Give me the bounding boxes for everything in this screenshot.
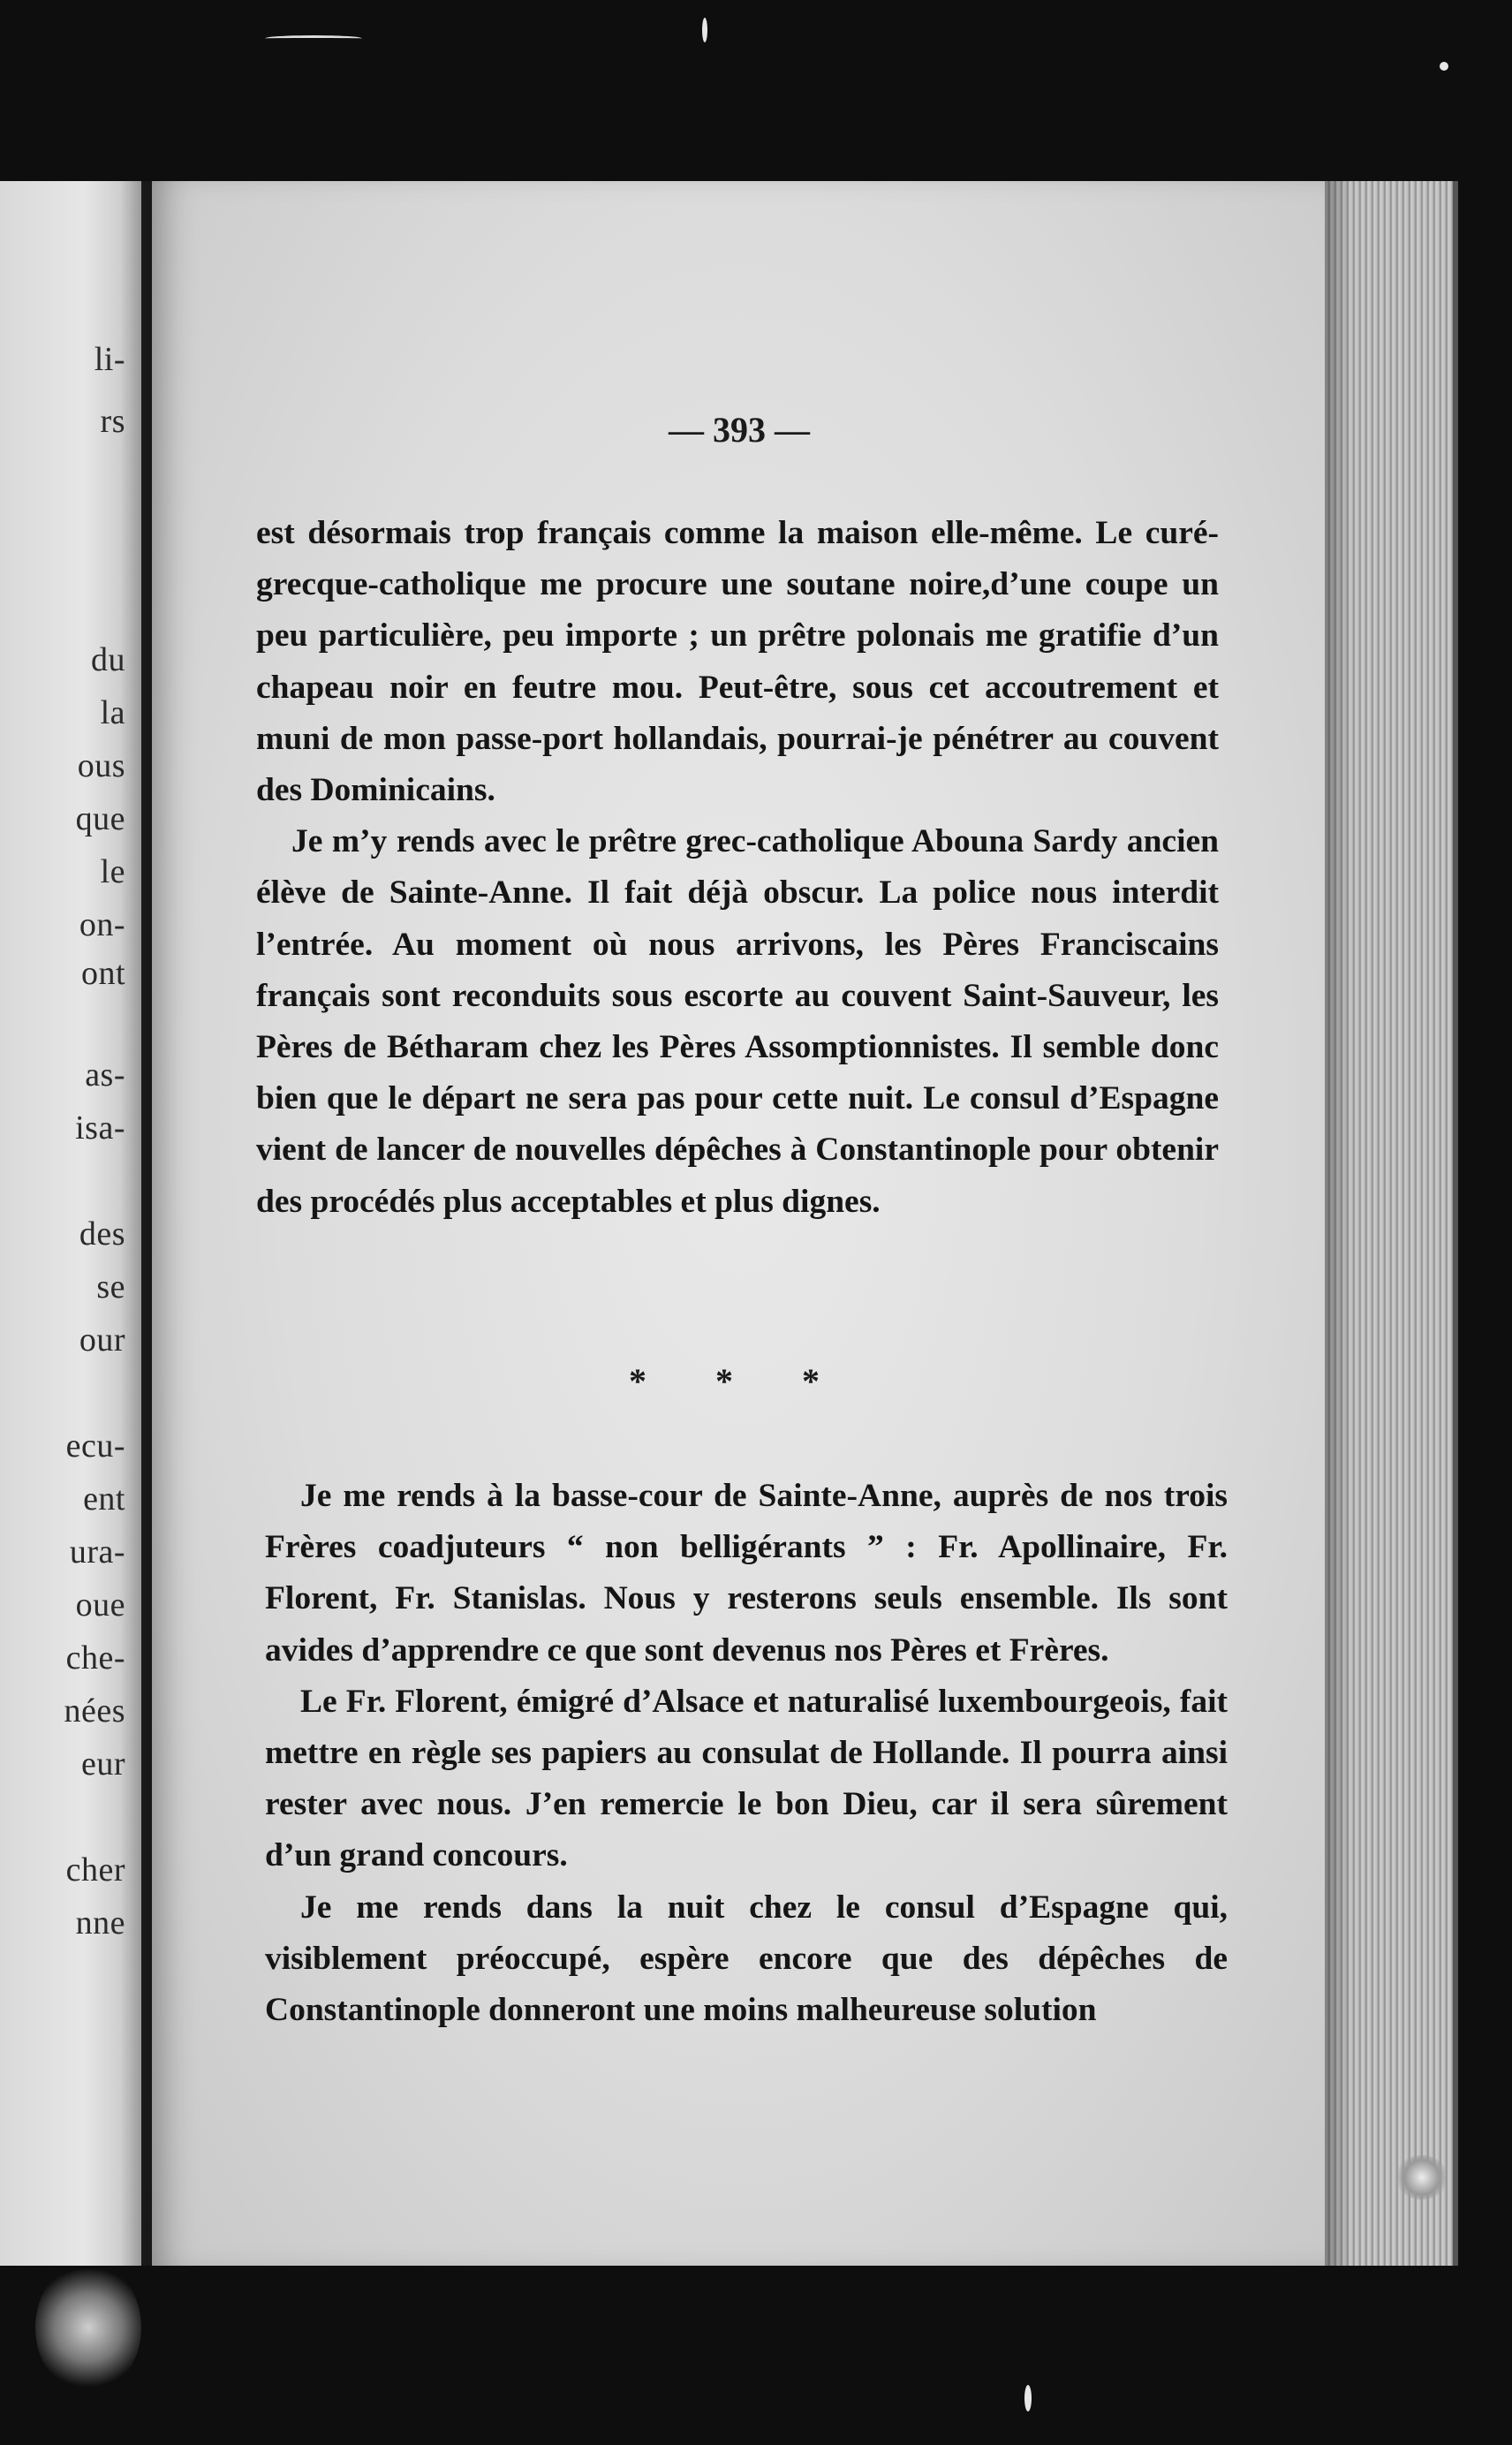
left-page-fragment: ecu- bbox=[65, 1427, 125, 1465]
scan-dust bbox=[1395, 2155, 1448, 2199]
left-page-fragment: la bbox=[100, 694, 125, 731]
left-page-fragment: cher bbox=[65, 1851, 125, 1889]
scan-dust bbox=[1024, 2385, 1032, 2411]
left-page-fragment: as- bbox=[85, 1056, 125, 1094]
text-block-bottom bbox=[265, 1471, 1228, 2036]
book-page bbox=[152, 181, 1327, 2266]
paragraph: Je me rends dans la nuit chez le consul d’Espagne qui, visiblement préoccupé, espère encore que des dépêches de Constantinople donneront une moins malheureuse solution bbox=[265, 1889, 1228, 2029]
left-page-fragment: ous bbox=[77, 747, 125, 784]
left-page-fragment: on- bbox=[79, 906, 125, 943]
left-page-fragment: eur bbox=[80, 1745, 125, 1783]
page-edge-shadow bbox=[1325, 181, 1351, 2266]
section-separator: * * * bbox=[629, 1361, 850, 1401]
left-page-fragment: rs bbox=[100, 403, 125, 440]
paragraph: est désormais trop français comme la maison elle-même. Le curé-grecque-catholique me procure une soutane noire,d’une coupe un peu particulière, peu importe ; un prêtre polonais me gratifie d’un chapeau noir en feutre mou. Peut-être, sous cet accoutrement et muni de mon passe-port hollandais, pourrai-je pénétrer au couvent des Dominicains. bbox=[256, 515, 1219, 809]
scan-dust bbox=[702, 18, 707, 42]
page-number: — 393 — bbox=[669, 410, 810, 450]
left-page-fragment: li- bbox=[94, 341, 125, 378]
left-page-fragment: che- bbox=[65, 1639, 125, 1677]
left-page-fragment: le bbox=[100, 853, 125, 890]
paragraph: Je me rends à la basse-cour de Sainte-Anne, auprès de nos trois Frères coadjuteurs “ non belligérants ” : Fr. Apollinaire, Fr. Florent, Fr. Stanislas. Nous y resterons seuls ensemble. Ils sont avides d’apprendre ce que sont devenus nos Pères et Frères. bbox=[265, 1478, 1228, 1669]
left-page-fragment: se bbox=[96, 1268, 125, 1306]
left-page-fragment: ont bbox=[80, 955, 125, 992]
left-page-fragment: isa- bbox=[75, 1109, 125, 1147]
left-page-fragment: des bbox=[79, 1215, 125, 1253]
paragraph: Je m’y rends avec le prêtre grec-catholique Abouna Sardy ancien élève de Sainte-Anne. Il fait déjà obscur. La police nous interdit l’entrée. Au moment où nous arrivons, les Pères Franciscains français sont reconduits sous escorte au couvent Saint-Sauveur, les Pères de Bétharam chez les Pères Assomptionnistes. Il semble donc bien que le départ ne sera pas pour cette nuit. Le consul d’Espagne vient de lancer de nouvelles dépêches à Constantinople pour obtenir des procédés plus acceptables et plus dignes. bbox=[256, 823, 1219, 1220]
scan-dust bbox=[35, 2261, 141, 2394]
left-page-fragment: du bbox=[91, 641, 125, 678]
left-page-fragment: our bbox=[79, 1321, 125, 1359]
scan-dust bbox=[265, 35, 362, 42]
text-block-top bbox=[256, 508, 1219, 1228]
scan-dust bbox=[1440, 62, 1448, 71]
paragraph: Le Fr. Florent, émigré d’Alsace et naturalisé luxembourgeois, fait mettre en règle ses papiers au consulat de Hollande. Il pourra ainsi rester avec nous. J’en remercie le bon Dieu, car il sera sûrement d’un grand concours. bbox=[265, 1683, 1228, 1874]
left-page-fragment: ura- bbox=[69, 1533, 125, 1571]
left-page-fragment: nne bbox=[75, 1904, 125, 1942]
left-page-fragment: ent bbox=[83, 1480, 125, 1518]
left-page-fragment: nées bbox=[64, 1692, 125, 1730]
previous-page-strip bbox=[0, 181, 141, 2266]
left-page-fragment: que bbox=[75, 800, 125, 837]
left-page-fragment: oue bbox=[75, 1586, 125, 1624]
